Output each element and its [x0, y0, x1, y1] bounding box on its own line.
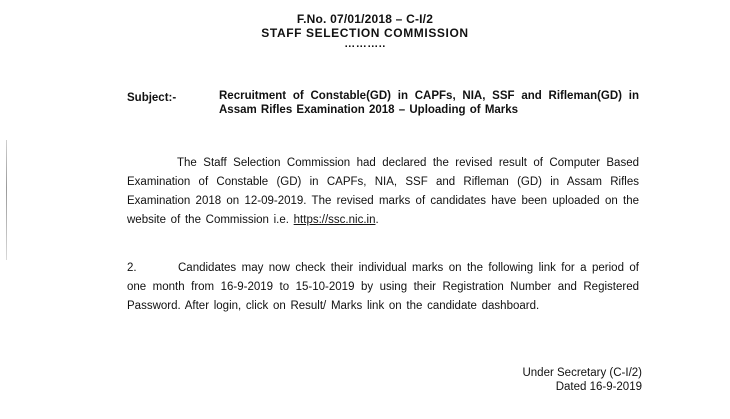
subject-label: Subject:- [127, 92, 177, 104]
paragraph-2-number: 2. [127, 262, 137, 274]
header-separator: ……….. [344, 38, 386, 50]
signatory-designation: Under Secretary (C-I/2) [522, 367, 642, 379]
website-link[interactable]: https://ssc.nic.in [293, 214, 376, 226]
paragraph-2-text: Candidates may now check their individual marks on the following link for a period of one month from 16-9-2019 to 15-10-2019 by using their Registration Number and Registered Password. After login, click on Result/ Marks link on the candidate dashboard. [127, 262, 639, 312]
subject-text: Recruitment of Constable(GD) in CAPFs, NIA, SSF and Rifleman(GD) in Assam Rifles Examination 2018 – Uploading of Marks [219, 90, 639, 116]
organisation-title: STAFF SELECTION COMMISSION [261, 26, 469, 40]
paragraph-1 [127, 154, 639, 230]
paragraph-1-text: The Staff Selection Commission had declared the revised result of Computer Based Examination of Constable (GD) in CAPFs, NIA, SSF and Rifleman (GD) in Assam Rifles Examination 2018 on 12-09-2019. The revised marks of candidates have been uploaded on the website of the Commission i.e. [127, 157, 639, 226]
paragraph-2 [127, 259, 639, 316]
signature-date: Dated 16-9-2019 [555, 381, 642, 393]
paragraph-1-end: . [375, 214, 379, 226]
file-number: F.No. 07/01/2018 – C-I/2 [296, 12, 434, 26]
scan-edge-line [6, 140, 7, 260]
